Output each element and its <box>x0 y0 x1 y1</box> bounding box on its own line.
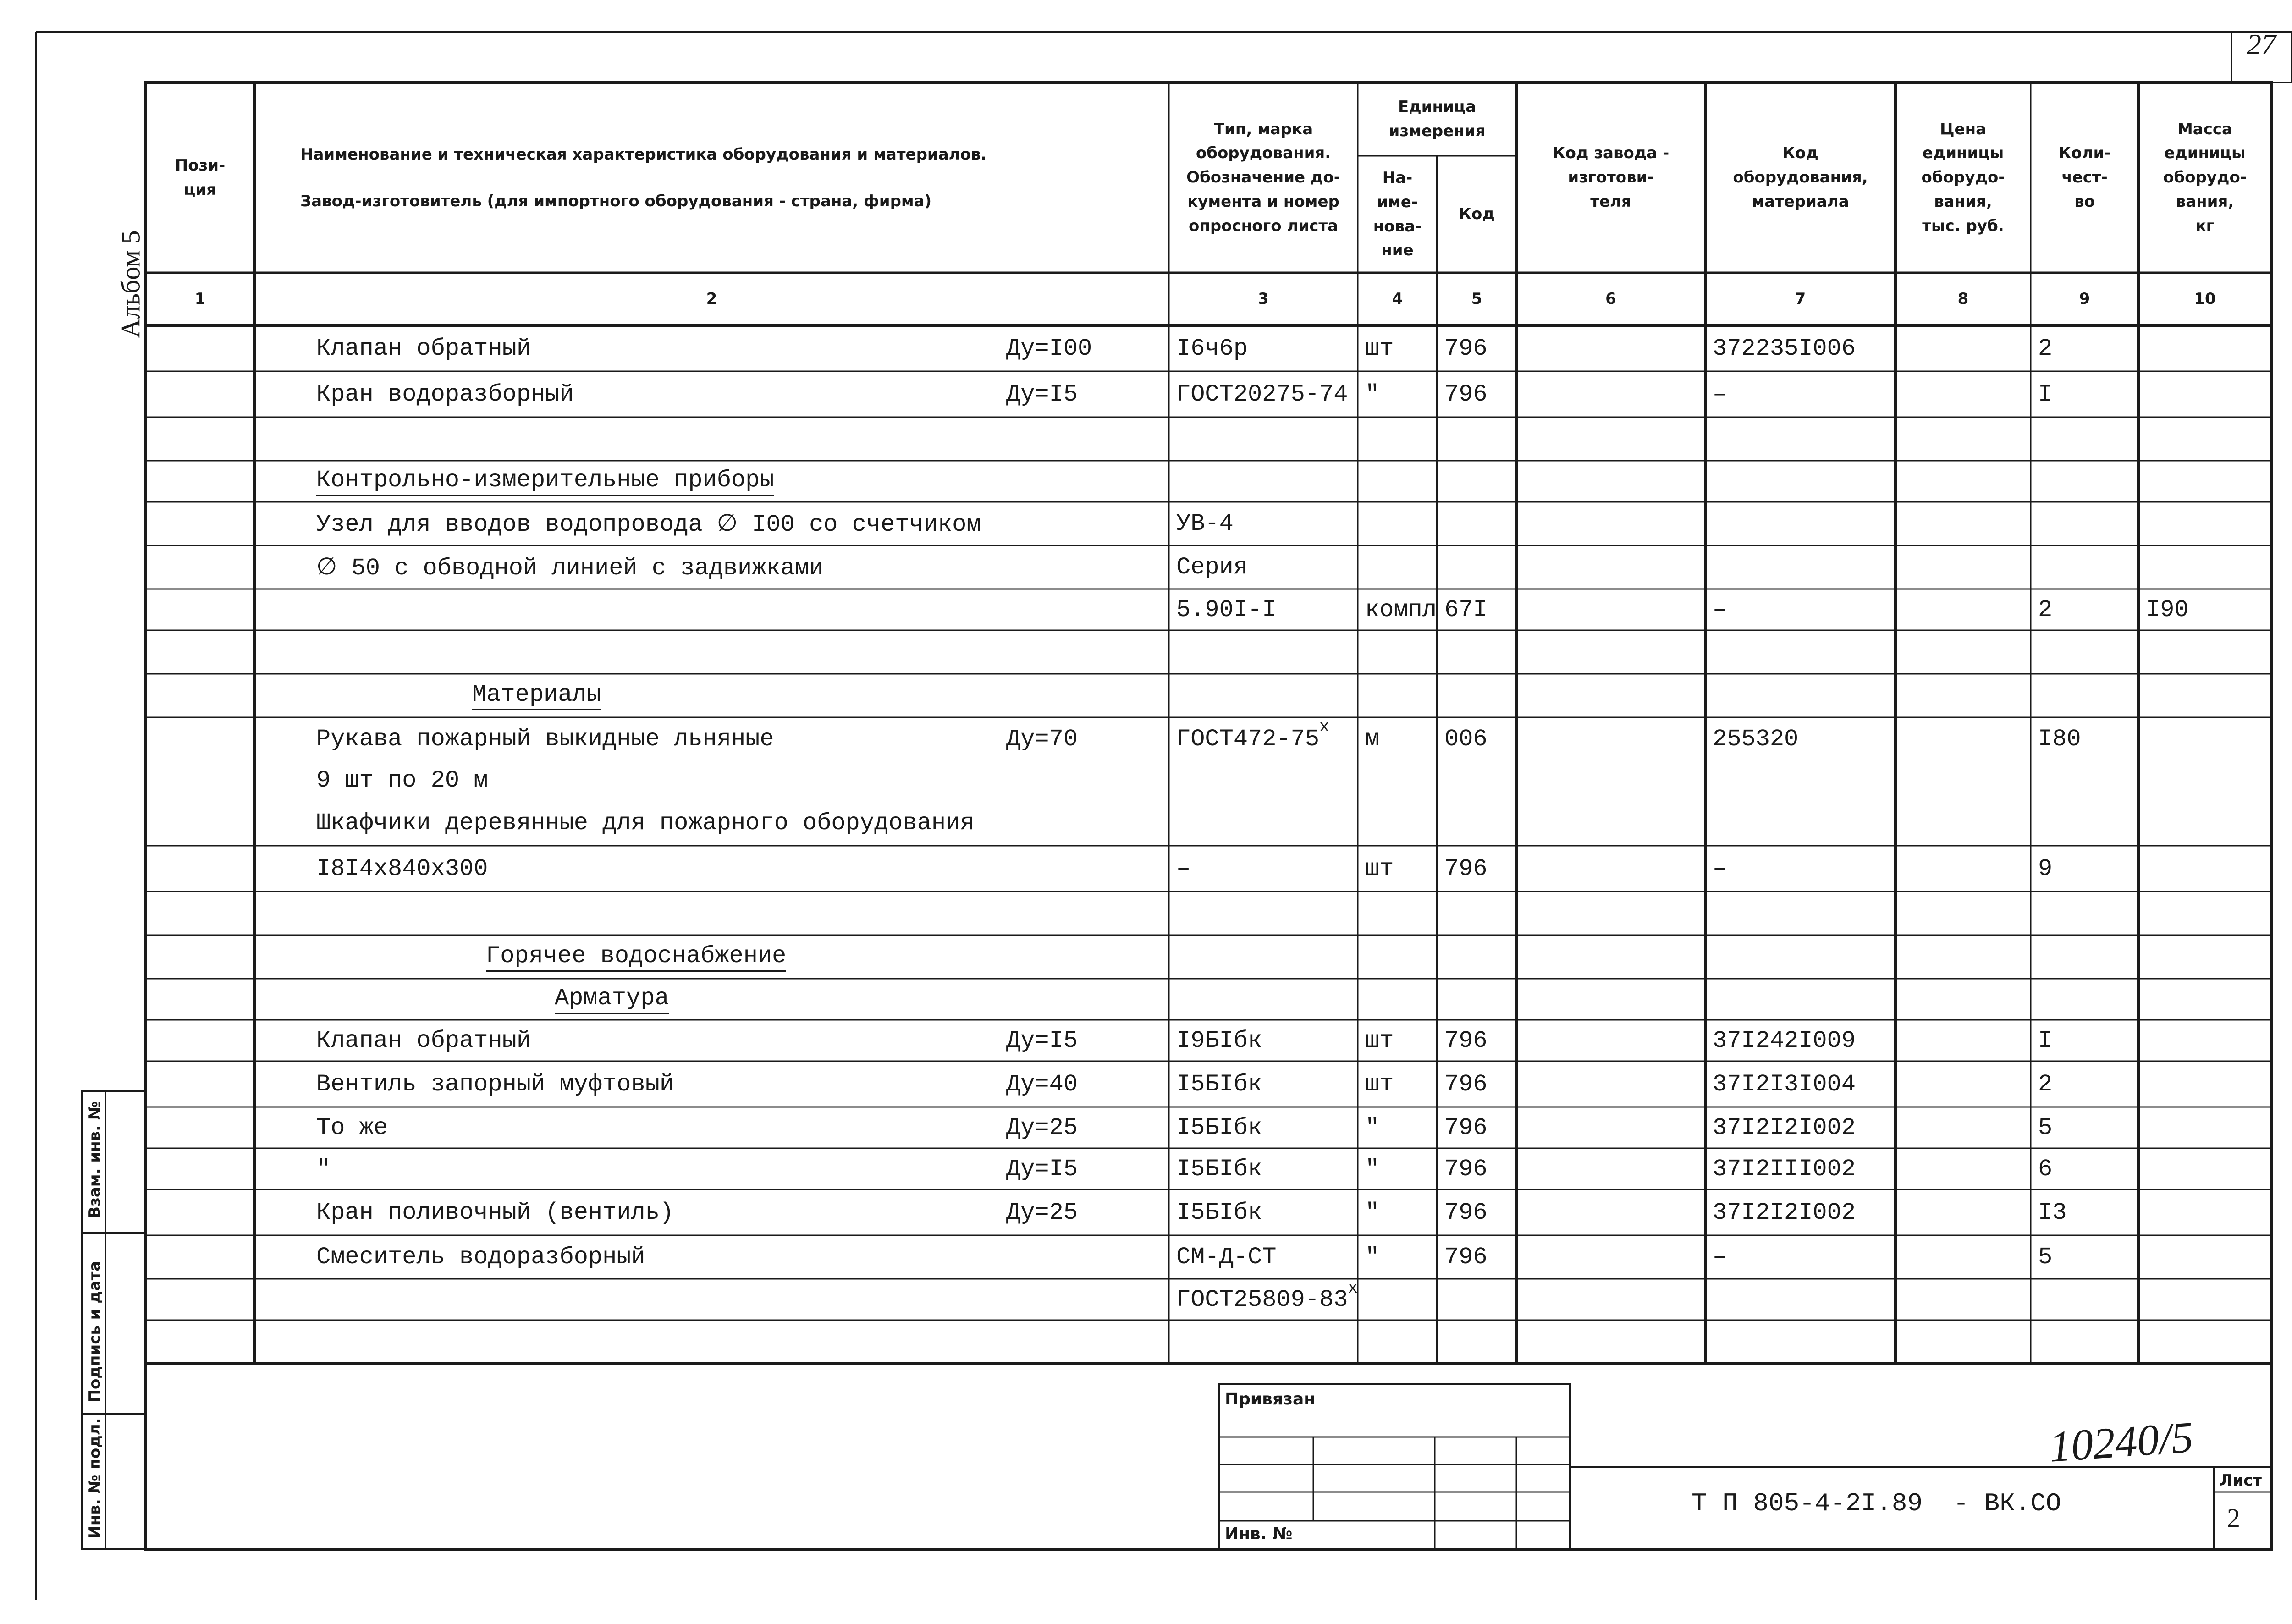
cell-type: I9БIбк <box>1176 1027 1262 1054</box>
row-name: Кран водоразборный <box>316 380 574 408</box>
cell-equip-code: 37I2I2I002 <box>1713 1114 1856 1141</box>
cell-unit: шт <box>1365 1027 1394 1054</box>
column-header-9: Коли- чест- во <box>2058 144 2111 211</box>
row-name: Узел для вводов водопровода ∅ I00 со счетчиком <box>316 511 981 538</box>
cell-unit: " <box>1365 1114 1380 1141</box>
row-name: Рукава пожарный выкидные льняные <box>316 726 774 753</box>
row-name <box>555 979 669 1020</box>
doc-code: Т П 805-4-2I.89 - ВК.СО <box>1691 1489 2061 1518</box>
column-number-6: 6 <box>1605 290 1616 308</box>
column-header-10: Масса единицы оборудо- вания, кг <box>2163 120 2247 235</box>
cell-type: I5БIбк <box>1176 1114 1262 1141</box>
cell-equip-code: 372235I006 <box>1713 335 1856 362</box>
column-header-1: Пози- ция <box>175 156 226 199</box>
cell-type: 5.90I-I <box>1176 596 1277 623</box>
stamp-inv-label: Инв. № <box>1225 1525 1293 1543</box>
cell-equip-code: – <box>1713 1244 1727 1271</box>
cell-qty: I3 <box>2038 1199 2067 1226</box>
row-du: Ду=I5 <box>1006 1027 1078 1054</box>
column-header-7: Код оборудования, материала <box>1733 144 1868 211</box>
cell-unit: " <box>1365 380 1380 408</box>
row-name <box>316 461 774 502</box>
row-name: Шкафчики деревянные для пожарного оборудования <box>316 809 975 837</box>
cell-qty: 2 <box>2038 596 2053 623</box>
cell-unit-code: 796 <box>1444 1114 1488 1141</box>
cell-type: ГОСТ20275-74 <box>1176 380 1348 408</box>
cell-unit: " <box>1365 1244 1380 1271</box>
cell-equip-code: 37I242I009 <box>1713 1027 1856 1054</box>
cell-type: УВ-4 <box>1176 510 1234 537</box>
row-name-text: Контрольно-измерительные приборы <box>316 467 774 496</box>
row-name: Клапан обратный <box>316 335 531 362</box>
cell-unit: м <box>1365 726 1380 753</box>
column-number-10: 10 <box>2194 290 2216 308</box>
cell-type-text: ГОСТ25809-83 <box>1176 1286 1348 1313</box>
cell-type: – <box>1176 855 1191 882</box>
handwritten-number: 10240/5 <box>2047 1412 2195 1471</box>
album-label: Альбом 5 <box>116 230 146 338</box>
row-name-text: Арматура <box>555 985 669 1014</box>
cell-type-text: ГОСТ472-75 <box>1176 726 1320 753</box>
cell-unit: шт <box>1365 855 1394 882</box>
row-name-text: Горячее водоснабжение <box>486 942 786 972</box>
cell-unit: " <box>1365 1155 1380 1183</box>
row-name: " <box>316 1155 331 1183</box>
row-name: Смеситель водоразборный <box>316 1244 645 1271</box>
column-header-6: Код завода - изготови- теля <box>1552 144 1669 211</box>
cell-type: СМ-Д-СТ <box>1176 1244 1277 1271</box>
cell-unit-code: 796 <box>1444 1244 1488 1271</box>
cell-unit-code: 796 <box>1444 1027 1488 1054</box>
cell-qty: 2 <box>2038 335 2053 362</box>
cell-unit-code: 006 <box>1444 726 1488 753</box>
row-du: Ду=25 <box>1006 1114 1078 1141</box>
page-number: 27 <box>2247 28 2276 61</box>
sheet-number: 2 <box>2227 1503 2240 1533</box>
cell-equip-code: 37I2I3I004 <box>1713 1070 1856 1098</box>
row-du: Ду=70 <box>1006 726 1078 753</box>
cell-qty: I <box>2038 1027 2053 1054</box>
cell-type: I5БIбк <box>1176 1070 1262 1098</box>
row-name: Кран поливочный (вентиль) <box>316 1199 674 1226</box>
column-number-1: 1 <box>194 290 206 308</box>
cell-type-superscript: х <box>1348 1279 1358 1298</box>
cell-type-superscript: х <box>1319 717 1329 736</box>
column-header-4: На- име- нова- ние <box>1373 169 1422 260</box>
row-name: То же <box>316 1114 388 1141</box>
column-number-7: 7 <box>1795 290 1806 308</box>
column-number-4: 4 <box>1392 290 1403 308</box>
side-label-inv-podl: Инв. № подл. <box>86 1418 104 1539</box>
cell-unit-code: 796 <box>1444 1070 1488 1098</box>
cell-type <box>1176 717 1358 761</box>
cell-equip-code: 37I2I2I002 <box>1713 1199 1856 1226</box>
cell-qty: I80 <box>2038 726 2081 753</box>
column-number-2: 2 <box>706 290 717 308</box>
row-name <box>486 935 786 979</box>
cell-unit-code: 796 <box>1444 1199 1488 1226</box>
column-number-9: 9 <box>2079 290 2090 308</box>
cell-unit: компл <box>1365 596 1437 623</box>
cell-unit: " <box>1365 1199 1380 1226</box>
cell-equip-code: 255320 <box>1713 726 1799 753</box>
cell-unit-code: 796 <box>1444 1155 1488 1183</box>
cell-type: I5БIбк <box>1176 1199 1262 1226</box>
column-header-5: Код <box>1459 205 1495 224</box>
cell-equip-code: 37I2III002 <box>1713 1155 1856 1183</box>
stamp-bound-label: Привязан <box>1225 1390 1316 1409</box>
column-header-3: Тип, марка оборудования. Обозначение до- кумента и номер опросного листа <box>1186 120 1340 235</box>
row-du: Ду=I5 <box>1006 1155 1078 1183</box>
cell-equip-code: – <box>1713 855 1727 882</box>
column-number-5: 5 <box>1471 290 1482 308</box>
cell-equip-code: – <box>1713 380 1727 408</box>
column-number-3: 3 <box>1258 290 1269 308</box>
cell-unit-code: 796 <box>1444 380 1488 408</box>
cell-unit: шт <box>1365 1070 1394 1098</box>
sheet-label: Лист <box>2220 1471 2262 1490</box>
cell-type: I6ч6р <box>1176 335 1248 362</box>
cell-type <box>1176 1279 1358 1320</box>
cell-unit-code: 796 <box>1444 855 1488 882</box>
cell-qty: 5 <box>2038 1244 2053 1271</box>
cell-mass: I90 <box>2146 596 2189 623</box>
cell-qty: 6 <box>2038 1155 2053 1183</box>
cell-unit: шт <box>1365 335 1394 362</box>
row-name: Клапан обратный <box>316 1027 531 1054</box>
row-du: Ду=I5 <box>1006 380 1078 408</box>
row-name <box>472 674 601 717</box>
cell-qty: 9 <box>2038 855 2053 882</box>
cell-equip-code: – <box>1713 596 1727 623</box>
row-name: ∅ 50 с обводной линией с задвижками <box>316 555 824 582</box>
row-du: Ду=40 <box>1006 1070 1078 1098</box>
row-name: I8I4х840х300 <box>316 855 488 882</box>
column-header-8: Цена единицы оборудо- вания, тыс. руб. <box>1921 120 2005 235</box>
row-name-text: Материалы <box>472 681 601 710</box>
column-number-8: 8 <box>1957 290 1969 308</box>
unit-group-header: Единица измерения <box>1388 98 1486 140</box>
cell-type: Серия <box>1176 554 1248 581</box>
cell-type: I5БIбк <box>1176 1155 1262 1183</box>
cell-qty: I <box>2038 380 2053 408</box>
column-header-2: Наименование и техническая характеристика оборудования и материалов. Завод-изготовитель (для импортного оборудования - страна, фирма) <box>300 145 987 210</box>
row-du: Ду=I00 <box>1006 335 1092 362</box>
side-label-podpis-data: Подпись и дата <box>86 1261 104 1403</box>
row-name: 9 шт по 20 м <box>316 767 488 794</box>
cell-unit-code: 796 <box>1444 335 1488 362</box>
cell-qty: 2 <box>2038 1070 2053 1098</box>
row-name: Вентиль запорный муфтовый <box>316 1070 674 1098</box>
cell-unit-code: 67I <box>1444 596 1488 623</box>
side-label-vzam-inv: Взам. инв. № <box>86 1101 104 1218</box>
cell-qty: 5 <box>2038 1114 2053 1141</box>
row-du: Ду=25 <box>1006 1199 1078 1226</box>
